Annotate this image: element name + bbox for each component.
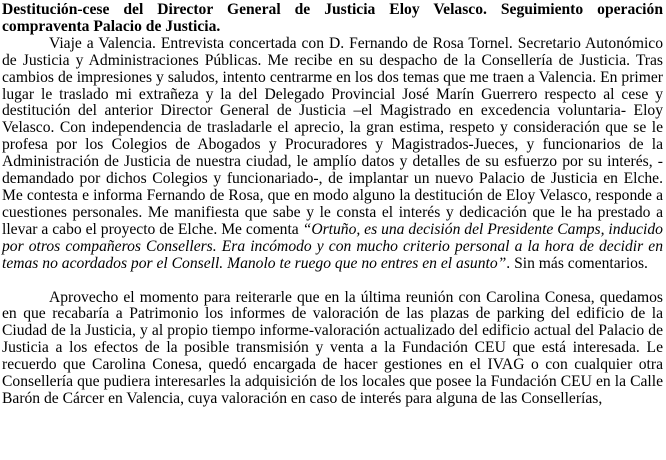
paragraph-spacer: [2, 273, 663, 290]
paragraph-meeting-valencia: [2, 36, 663, 273]
document-title: Destitución-cese del Director General de Justicia Eloy Velasco. Seguimiento operación compraventa Palacio de Justicia.: [2, 1, 663, 35]
quoted-statement: “Ortuño, es una decisión del Presidente Camps, inducido por otros compañeros Consellers. Era incómodo y con mucho criterio personal a la hora de decidir en temas no acordados por el Consell. Manolo te ruego que no entres en el asunto”: [2, 220, 663, 272]
paragraph-conesa-follow-up: Aprovecho el momento para reiterarle que en la última reunión con Carolina Conesa, quedamos en que recabaría a Patrimonio los informes de valoración de las plazas de parking del edificio de la Ciudad de la Justicia, y al propio tiempo informe-valoración actualizado del edificio actual del Palacio de Justicia a los efectos de la posible transmisión y venta a la Fundación CEU que está interesada. Le recuerdo que Carolina Conesa, quedó encargada de hacer gestiones en el IVAG o con cualquier otra Consellería que pudiera interesarles la adquisición de los locales que posee la Fundación CEU en la Calle Barón de Cárcer en Valencia, cuya valoración en caso de interés para alguna de las Consellerías,: [2, 288, 663, 407]
paragraph-text: Viaje a Valencia. Entrevista concertada con D. Fernando de Rosa Tornel. Secretario Autonómico de Justicia y Administraciones Públicas. Me recibe en su despacho de la Consellería de Justicia. Tras cambios de impresiones y saludos, intento centrarme en los dos temas que me traen a Valencia. En primer lugar le traslado mi extrañeza y la del Delegado Provincial José Marín Guerrero respecto al cese y destitución del anterior Director General de Justicia –el Magistrado en excedencia voluntaria- Eloy Velasco. Con independencia de trasladarle el aprecio, la gran estima, respeto y consideración que se le profesa por los Colegios de Abogados y Procuradores y Magistrados-Jueces, y funcionarios de la Administración de Justicia de nuestra ciudad, le amplío datos y detalles de su esfuerzo por su interés, -demandado por dichos Colegios y funcionariado-, de implantar un nuevo Palacio de Justicia en Elche. Me contesta e informa Fernando de Rosa, que en modo alguno la destitución de Eloy Velasco, responde a cuestiones personales. Me manifiesta que sabe y le consta el interés y dedicación que le ha prestado a llevar a cabo el proyecto de Elche. Me comenta: [2, 34, 663, 238]
document-page: [2, 2, 663, 408]
paragraph-text-end: . Sin más comentarios.: [506, 254, 648, 272]
